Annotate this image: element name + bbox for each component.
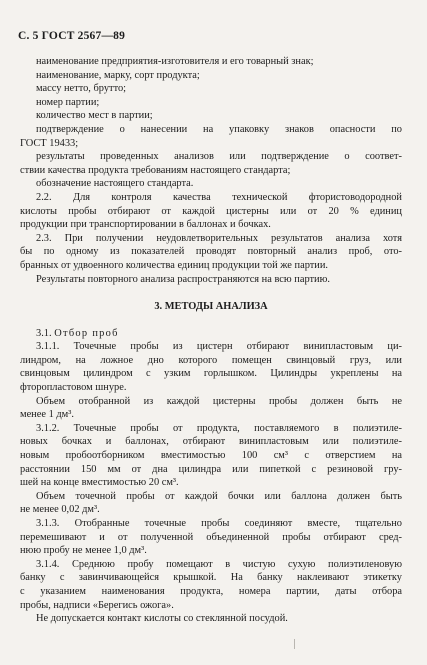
list-item: наименование предприятия-изготовителя и его товарный знак;	[36, 56, 314, 67]
paragraph-line: банку с завинчивающейся крышкой. На банку наклеивают этикетку	[20, 572, 402, 584]
paragraph-volume-cistern	[20, 395, 402, 422]
paragraph-line: линдром, на ложное дно которого помещен свинцовый груз, или	[20, 354, 402, 366]
paragraph-2-2	[20, 191, 402, 232]
paragraph-3-1-4	[20, 558, 402, 612]
paragraph-3-1-1	[20, 340, 402, 394]
paragraph-line: 2.3. При получении неудовлетворительных результатов анализа хотя	[36, 232, 402, 244]
paragraph-line: свинцовым цилиндром с узким горлышком. Цилиндры укреплены на	[20, 368, 402, 380]
list-item: массу нетто, брутто;	[36, 83, 127, 95]
subsection-number: 3.1.	[36, 327, 52, 339]
paragraph-line: 3.1.4. Среднюю пробу помещают в чистую сухую полиэтиленовую	[36, 558, 402, 570]
marking-list	[20, 55, 402, 123]
paragraph-results	[20, 150, 402, 177]
paragraph-line: новых бочках и баллонах, отбирают винипластовым или полиэтиле-	[20, 436, 402, 448]
paragraph-2-3	[20, 232, 402, 273]
paragraph-line: подтверждение о нанесении на упаковку знаков опасности по	[36, 123, 402, 135]
paragraph-line: кислоты пробы отбирают от каждой цистерны или от 20 % единиц	[20, 205, 402, 217]
paragraph-line: пробы, надписи «Берегись ожога».	[20, 599, 174, 611]
paragraph-3-1-2	[20, 422, 402, 490]
paragraph-line: менее 1 дм³.	[20, 409, 74, 421]
paragraph-line: бранных от удвоенного количества единиц продукции той же партии.	[20, 259, 329, 271]
subsection-heading	[20, 327, 402, 341]
paragraph-designation: обозначение настоящего стандарта.	[36, 178, 194, 190]
paragraph-line: не менее 0,02 дм³.	[20, 504, 100, 516]
subsection-title: Отбор проб	[54, 327, 119, 339]
paragraph-line: 3.1.1. Точечные пробы из цистерн отбирают винипластовым ци-	[36, 341, 402, 353]
paragraph-line: расстоянии 150 мм от дна цилиндра или пипеткой с резиновой гру-	[20, 463, 402, 475]
paragraph-line: перемешивают и от полученной объединенной пробы отбирают сред-	[20, 531, 402, 543]
paragraph-line: шей на конце вместимостью 20 см³.	[20, 477, 179, 489]
paragraph-line: результаты проведенных анализов или подтверждение о соответ-	[36, 151, 402, 163]
paragraph-line: новым пробоотборником вместимостью 100 см³ с отверстием на	[20, 450, 402, 462]
paragraph-line: 3.1.3. Отобранные точечные пробы соединяют вместе, тщательно	[36, 518, 402, 529]
paragraph-line: Объем отобранной из каждой цистерны пробы должен быть не	[36, 395, 402, 407]
section-heading: 3. МЕТОДЫ АНАЛИЗА	[154, 301, 268, 313]
list-item: наименование, марку, сорт продукта;	[36, 69, 200, 81]
list-item: номер партии;	[36, 96, 100, 108]
document-body	[20, 55, 402, 626]
paragraph-line: нюю пробу не менее 1,0 дм³.	[20, 545, 147, 557]
paragraph-line: ГОСТ 19433;	[20, 137, 79, 149]
paragraph-volume-barrel	[20, 490, 402, 517]
page-header: С. 5 ГОСТ 2567—89	[18, 30, 126, 42]
paragraph-repeat-analysis: Результаты повторного анализа распространяются на всю партию.	[36, 273, 330, 285]
paragraph-line: бы по одному из показателей проводят повторный анализ проб, ото-	[20, 246, 402, 258]
paragraph-confirmation	[20, 123, 402, 150]
paragraph-line: ствии качества продукта требованиям настоящего стандарта;	[20, 164, 291, 176]
paragraph-line: фторопластовом шнуре.	[20, 382, 127, 394]
paragraph-3-1-3	[20, 517, 402, 558]
paragraph-line: Объем точечной пробы от каждой бочки или баллона должен быть	[36, 490, 402, 502]
scan-mark	[294, 639, 295, 649]
paragraph-line: с указанием наименования продукта, номера партии, даты отбора	[20, 585, 402, 597]
paragraph-line: 3.1.2. Точечные пробы от продукта, поставляемого в полиэтиле-	[36, 422, 402, 434]
paragraph-line: продукции при транспортировании в баллонах и бочках.	[20, 219, 271, 231]
list-item: количество мест в партии;	[36, 110, 153, 122]
paragraph-line: 2.2. Для контроля качества технической фтористоводородной	[36, 191, 402, 203]
paragraph-glass-contact: Не допускается контакт кислоты со стеклянной посудой.	[36, 613, 288, 625]
